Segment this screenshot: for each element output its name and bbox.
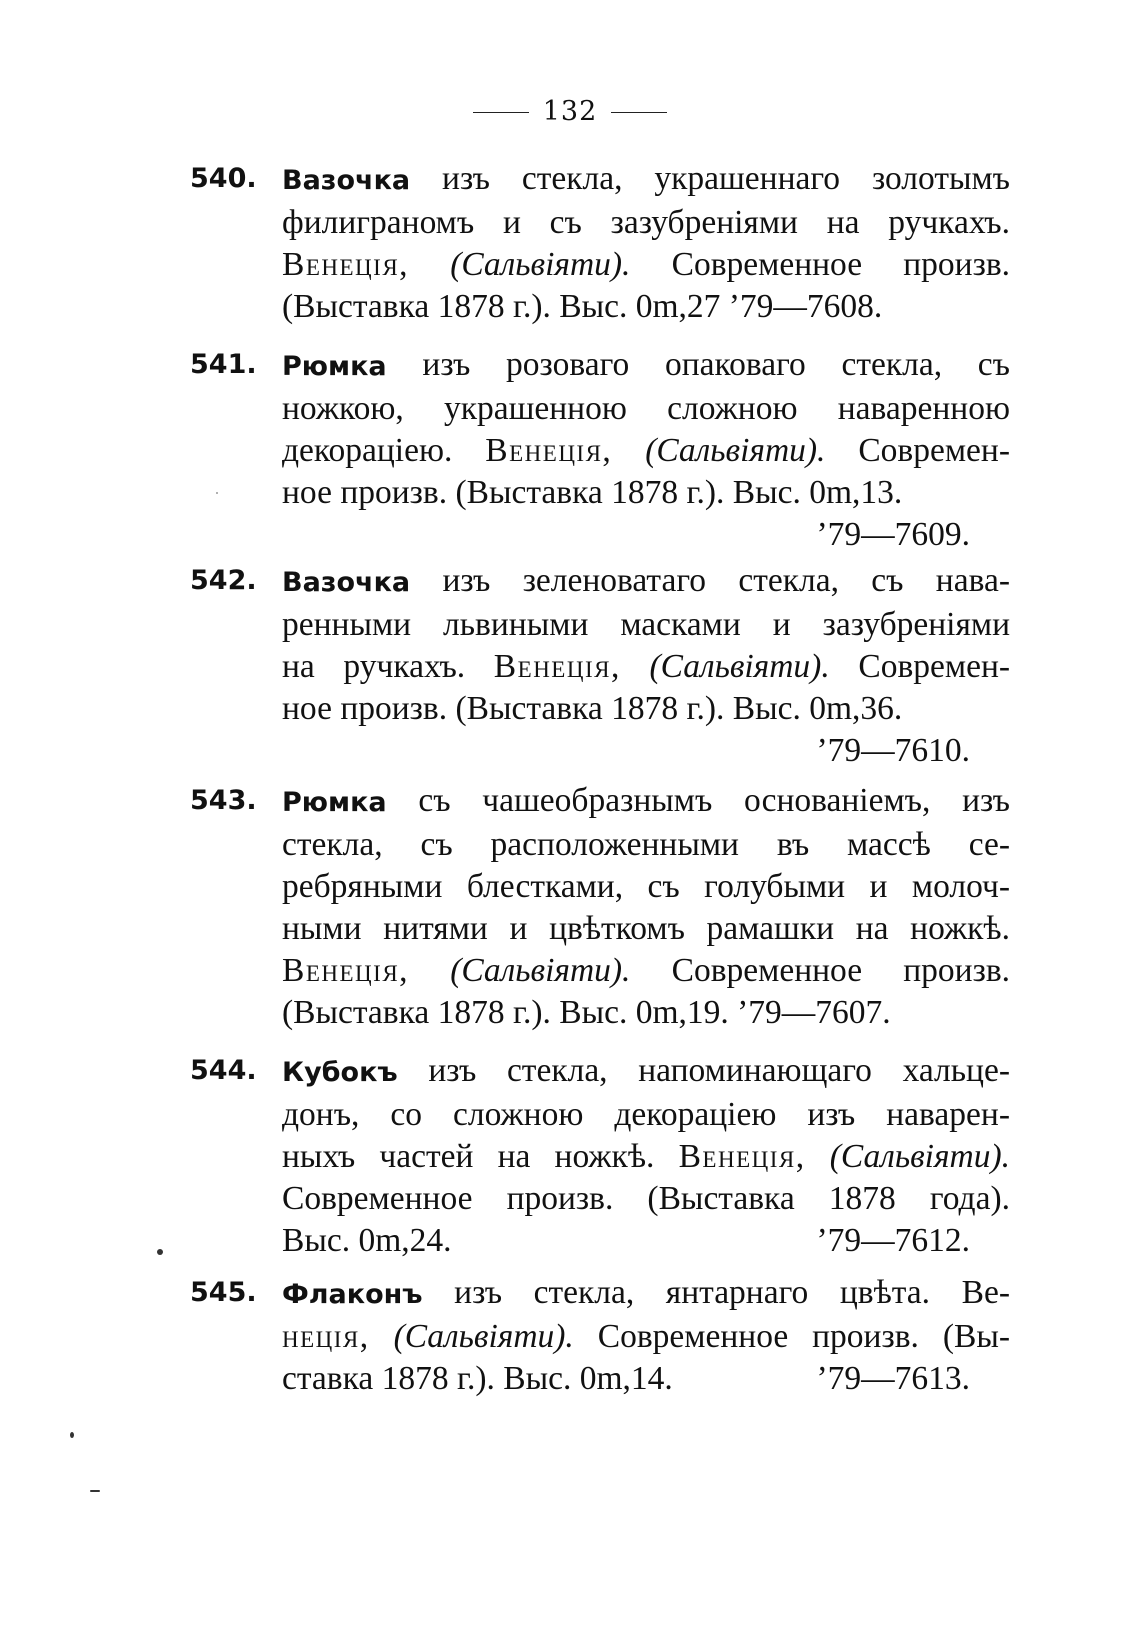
header-rule-right: [611, 112, 667, 113]
inventory-number: ’79—7612.: [816, 1222, 970, 1259]
catalog-entry: [190, 560, 1010, 772]
entry-text: (Выставка 1878 г.). Выс. 0m,19. ’79—7607.: [282, 994, 891, 1031]
entry-text: ными нитями и цвѣткомъ рамашки на ножкѣ.: [282, 910, 1010, 947]
entry-body: [282, 560, 1010, 772]
entry-number: 543.: [190, 785, 257, 816]
entry-place: Венеція,: [282, 246, 410, 283]
entry-number: 541.: [190, 349, 257, 380]
entry-number: 540.: [190, 163, 257, 194]
entry-text: ставка 1878 г.). Выс. 0m,14.: [282, 1360, 673, 1397]
entry-text: филиграномъ и съ зазубреніями на ручкахъ.: [282, 204, 1010, 241]
header-rule-left: [473, 112, 529, 113]
entry-text: изъ стекла, напоминающаго хальце-: [428, 1052, 1010, 1089]
entry-body: [282, 1272, 1010, 1400]
entry-number: 542.: [190, 565, 257, 596]
entry-text: стекла, съ расположенными въ массѣ се-: [282, 826, 1010, 863]
entry-text: Современное произв. (Выставка 1878 года).: [282, 1180, 1010, 1217]
entry-title: Рюмка: [282, 351, 387, 382]
entry-text: на ручкахъ.: [282, 648, 466, 685]
entry-text: Современ-: [858, 432, 1011, 469]
entry-body: [282, 158, 1010, 328]
entry-maker: (Сальвіяти).: [450, 246, 631, 283]
entry-text: (Выставка 1878 г.). Выс. 0m,27 ’79—7608.: [282, 288, 883, 325]
entry-maker: (Сальвіяти).: [645, 432, 826, 469]
entry-text: ренными львиными масками и зазубреніями: [282, 606, 1010, 643]
entry-place: Венеція,: [678, 1138, 806, 1175]
ink-speck: [157, 1249, 163, 1255]
entry-maker: (Сальвіяти).: [829, 1138, 1011, 1175]
entry-text: Современное произв. (Вы-: [597, 1318, 1010, 1355]
entry-text: Современное произв.: [671, 952, 1011, 989]
ink-speck: [70, 1432, 74, 1438]
entry-number: 545.: [190, 1277, 257, 1308]
catalog-entry: [190, 158, 1010, 328]
entry-title: Кубокъ: [282, 1057, 398, 1088]
catalog-entry: [190, 1050, 1010, 1262]
entry-text: изъ стекла, украшеннаго золотымъ: [442, 160, 1010, 197]
catalog-entry: [190, 344, 1010, 556]
entry-title: Флаконъ: [282, 1279, 423, 1310]
entry-title: Рюмка: [282, 787, 387, 818]
entry-text: изъ зеленоватаго стекла, съ нава-: [442, 562, 1010, 599]
entry-place: Венеція,: [485, 432, 613, 469]
ink-speck: [90, 1490, 100, 1492]
entry-place: Венеція,: [282, 952, 410, 989]
entry-text: декораціею.: [282, 432, 453, 469]
entry-text: съ чашеобразнымъ основаніемъ, изъ: [418, 782, 1010, 819]
catalog-entry: [190, 780, 1010, 1034]
entry-text: Современное произв.: [671, 246, 1011, 283]
inventory-number: ’79—7610.: [816, 732, 970, 769]
entry-maker: (Сальвіяти).: [450, 952, 631, 989]
catalog-entry: [190, 1272, 1010, 1400]
entry-maker: (Сальвіяти).: [393, 1318, 574, 1355]
ink-speck: [216, 492, 218, 494]
entry-text: ное произв. (Выставка 1878 г.). Выс. 0m,13.: [282, 474, 903, 511]
entry-place: Венеція,: [493, 648, 621, 685]
entry-maker: (Сальвіяти).: [649, 648, 830, 685]
entry-text: Выс. 0m,24.: [282, 1222, 452, 1259]
entry-title: Вазочка: [282, 567, 411, 598]
inventory-number: ’79—7613.: [816, 1360, 970, 1397]
inventory-number: ’79—7609.: [816, 516, 970, 553]
entry-text: ныхъ частей на ножкѣ.: [282, 1138, 655, 1175]
entry-body: [282, 1050, 1010, 1262]
entry-body: [282, 780, 1010, 1034]
entry-text: ножкою, украшенною сложною наваренною: [282, 390, 1010, 427]
entry-text: ребряными блестками, съ голубыми и молоч-: [282, 868, 1010, 905]
entry-text: изъ стекла, янтарнаго цвѣта. Ве-: [454, 1274, 1010, 1311]
entry-text: Современ-: [858, 648, 1011, 685]
entry-number: 544.: [190, 1055, 257, 1086]
entry-text: донъ, со сложною декораціею изъ наварен-: [282, 1096, 1010, 1133]
entry-place: неція,: [282, 1318, 370, 1355]
entry-title: Вазочка: [282, 165, 411, 196]
page-header: [0, 96, 1140, 127]
entry-text: изъ розоваго опаковаго стекла, съ: [422, 346, 1010, 383]
page-number: 132: [542, 96, 598, 127]
entry-text: ное произв. (Выставка 1878 г.). Выс. 0m,36.: [282, 690, 903, 727]
entry-body: [282, 344, 1010, 556]
